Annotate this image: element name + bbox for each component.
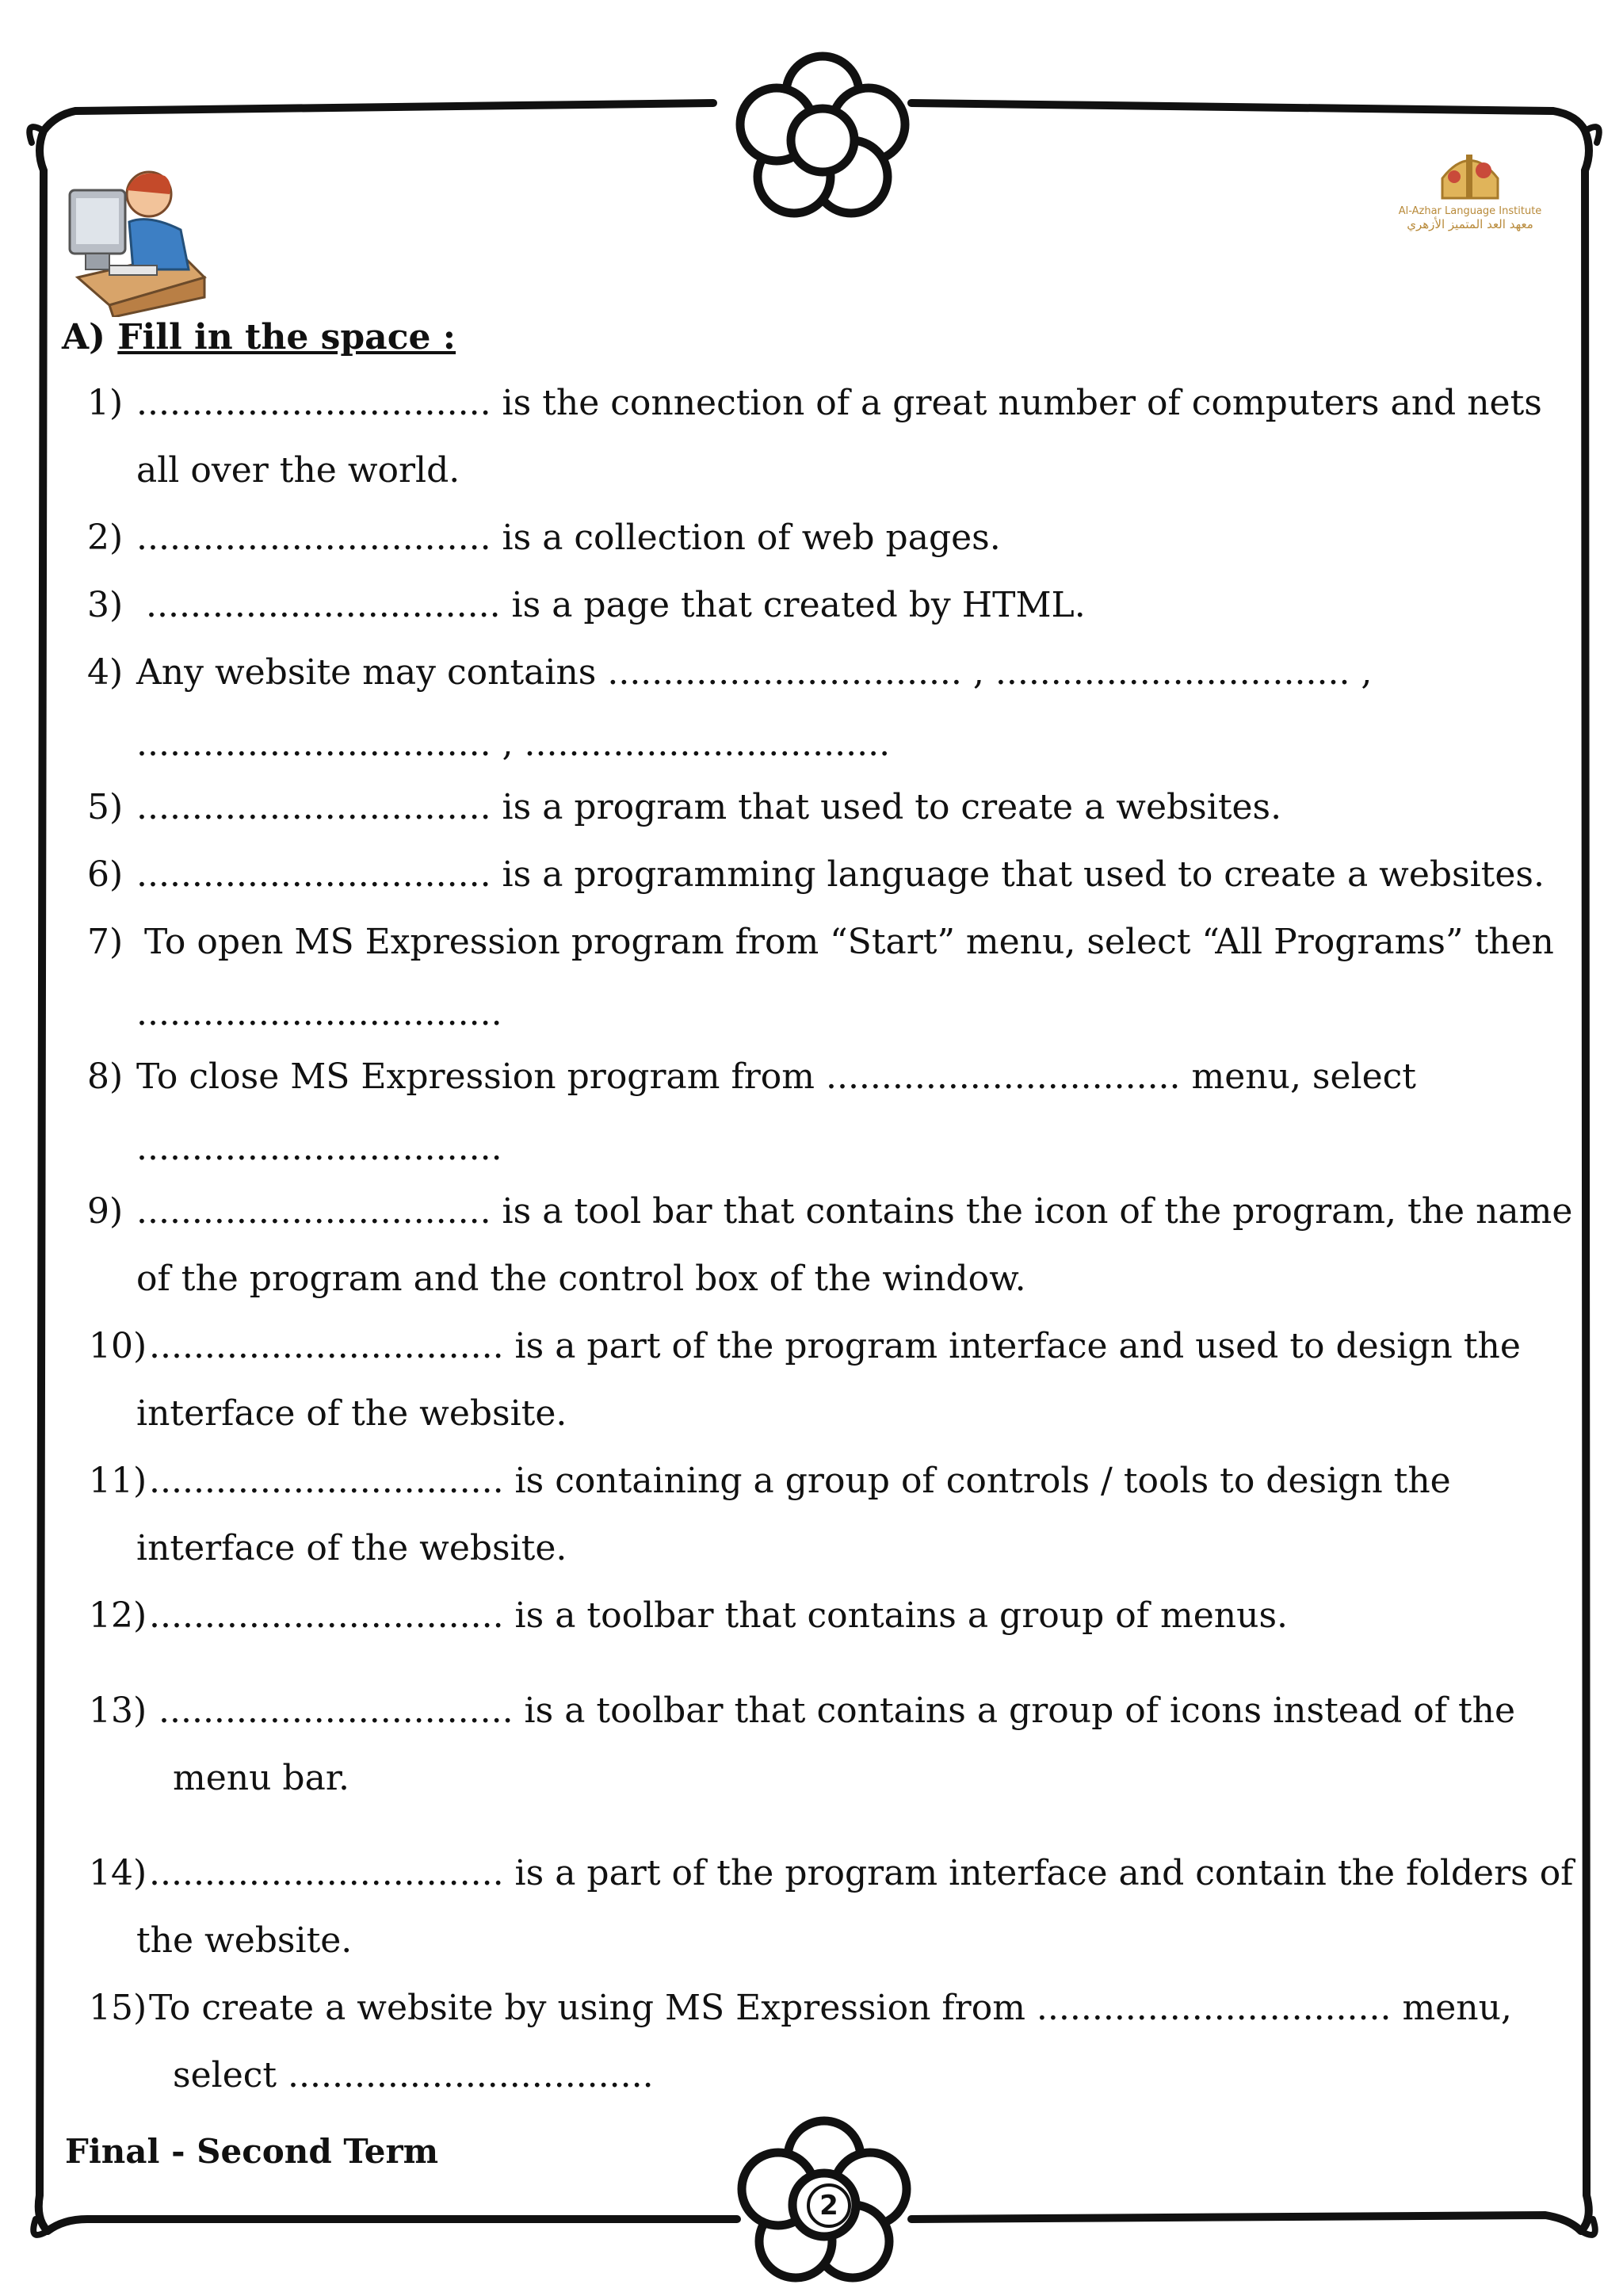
item-text: Any website may contains ................................ , ................................ , <box>136 652 1373 693</box>
item-number: 15) <box>89 1988 147 2028</box>
item-text: menu bar. <box>173 1758 350 1798</box>
item-number: 9) <box>87 1191 124 1232</box>
item-text: interface of the website. <box>136 1528 567 1568</box>
item-text: all over the world. <box>136 450 460 491</box>
logo-text-en: Al-Azhar Language Institute <box>1398 205 1542 217</box>
item-text: ................................ is a program that used to create a websites. <box>136 787 1282 827</box>
computer-user-icon <box>62 159 212 317</box>
item-text: ................................ is a page that created by HTML. <box>146 585 1086 625</box>
item-number: 6) <box>87 854 124 895</box>
footer-text: Final - Second Term <box>65 2132 439 2171</box>
item-text: ................................ is a part of the program interface and used to design the <box>149 1326 1521 1366</box>
item-number: 7) <box>87 922 124 962</box>
item-text: ................................. <box>136 993 502 1033</box>
item-number: 11) <box>89 1461 147 1501</box>
item-text: ................................ is a part of the program interface and contain the folders of <box>149 1853 1574 1893</box>
item-text: ................................ is a programming language that used to create a websites. <box>136 854 1545 895</box>
top-flower-icon <box>740 56 905 213</box>
item-number: 14) <box>89 1853 147 1893</box>
item-number: 8) <box>87 1056 124 1097</box>
item-text: the website. <box>136 1920 353 1961</box>
logo-emblem-icon <box>1434 147 1506 202</box>
item-text: of the program and the control box of the window. <box>136 1259 1026 1299</box>
item-number: 1) <box>87 383 124 423</box>
item-text: ................................ is a toolbar that contains a group of menus. <box>149 1595 1289 1636</box>
item-text: ................................ is a collection of web pages. <box>136 518 1001 558</box>
item-text: ................................. <box>136 1128 502 1168</box>
item-number: 12) <box>89 1595 147 1636</box>
item-text: ................................ is containing a group of controls / tools to design the <box>149 1461 1451 1501</box>
item-text: ................................ is a tool bar that contains the icon of the program, the name <box>136 1191 1573 1232</box>
item-text: To close MS Expression program from ................................ menu, select <box>136 1056 1416 1097</box>
section-label: A) <box>62 317 105 357</box>
item-number: 13) <box>89 1690 147 1731</box>
item-text: To create a website by using MS Expression from ................................ menu, <box>149 1988 1512 2028</box>
section-heading: Fill in the space : <box>117 317 456 357</box>
item-text: interface of the website. <box>136 1393 567 1434</box>
item-number: 3) <box>87 585 124 625</box>
item-number: 5) <box>87 787 124 827</box>
item-text: To open MS Expression program from “Start” menu, select “All Programs” then <box>144 922 1554 962</box>
institute-logo <box>1379 147 1561 231</box>
section-title <box>62 317 456 357</box>
item-text: ................................ is a toolbar that contains a group of icons instead of the <box>158 1690 1516 1731</box>
item-text: select ................................. <box>173 2055 654 2095</box>
item-number: 10) <box>89 1326 147 1366</box>
item-text: ................................ , ................................. <box>136 724 891 764</box>
page-number: 2 <box>807 2183 851 2228</box>
logo-text-ar: معهد العد المتميز الأزهري <box>1407 217 1533 231</box>
item-number: 2) <box>87 518 124 558</box>
item-number: 4) <box>87 652 124 693</box>
item-text: ................................ is the connection of a great number of computers and nets <box>136 383 1542 423</box>
